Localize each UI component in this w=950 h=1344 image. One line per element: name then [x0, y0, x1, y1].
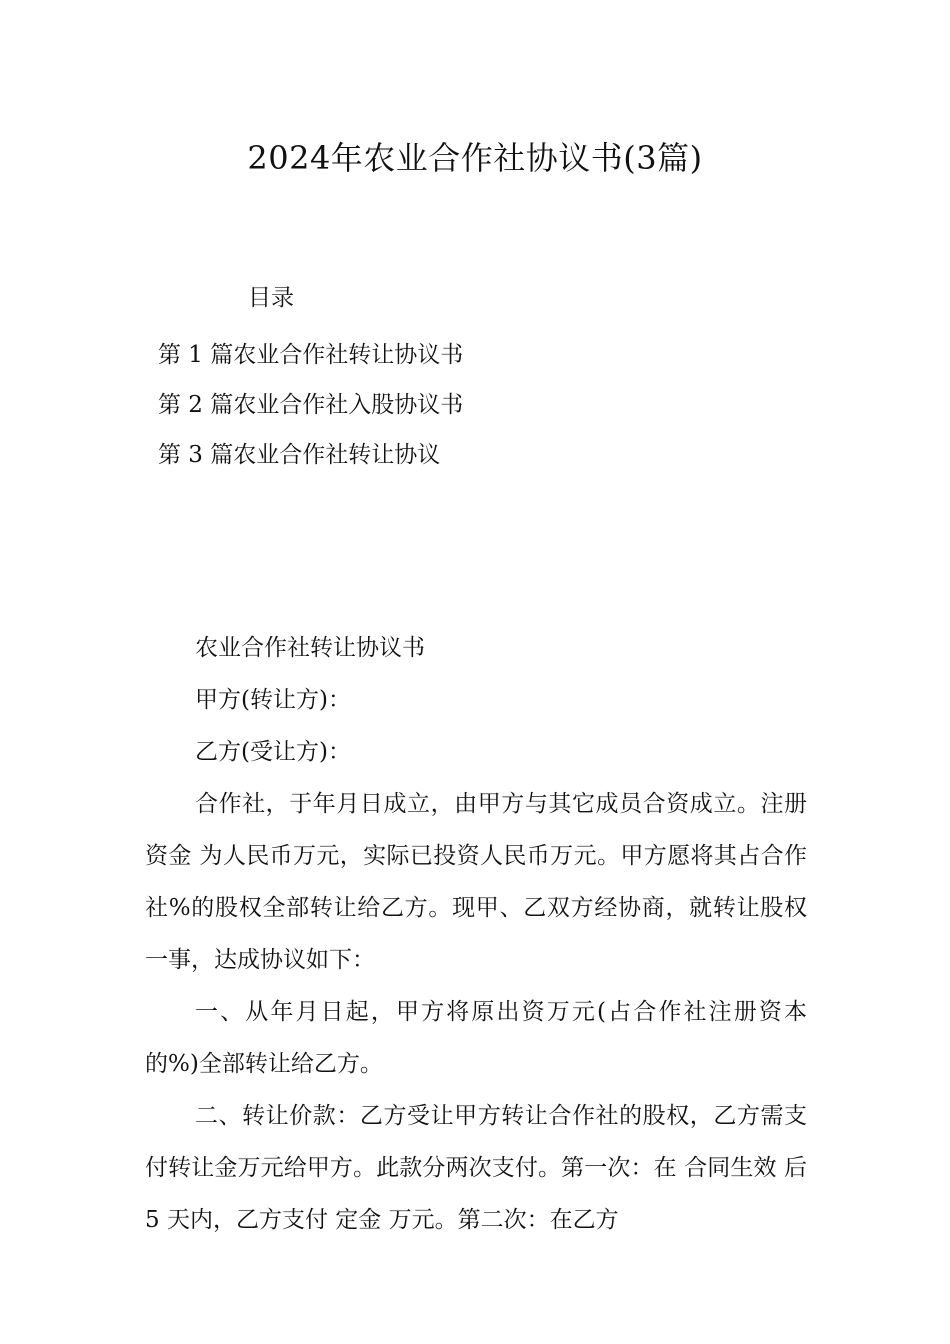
paragraph-intro: 合作社，于年月日成立，由甲方与其它成员合资成立。注册资金 为人民币万元，实际已投资人民币万元。甲方愿将其占合作社%的股权全部转让给乙方。现甲、乙双方经协商，就转让股权一事，达成协议如下： [145, 791, 807, 973]
section-title: 农业合作社转让协议书 [195, 635, 425, 661]
paragraph-clause-2: 二、转让价款：乙方受让甲方转让合作社的股权，乙方需支付转让金万元给甲方。此款分两次支付。第一次：在 合同生效 后 5 天内，乙方支付 定金 万元。第二次：在乙方 [145, 1103, 807, 1233]
agreement-section [145, 622, 807, 1246]
document-title: 2024年农业合作社协议书(3篇) [247, 139, 703, 177]
party-a-line: 甲方(转让方)： [195, 687, 351, 713]
table-of-contents [158, 330, 463, 480]
toc-item-2[interactable]: 第 2 篇农业合作社入股协议书 [158, 392, 464, 418]
toc-item-1[interactable]: 第 1 篇农业合作社转让协议书 [158, 342, 464, 368]
toc-heading: 目录 [248, 285, 294, 311]
toc-item-3[interactable]: 第 3 篇农业合作社转让协议 [158, 442, 441, 468]
party-b-line: 乙方(受让方)： [195, 739, 351, 765]
paragraph-clause-1: 一、从年月日起，甲方将原出资万元(占合作社注册资本的%)全部转让给乙方。 [145, 999, 807, 1077]
